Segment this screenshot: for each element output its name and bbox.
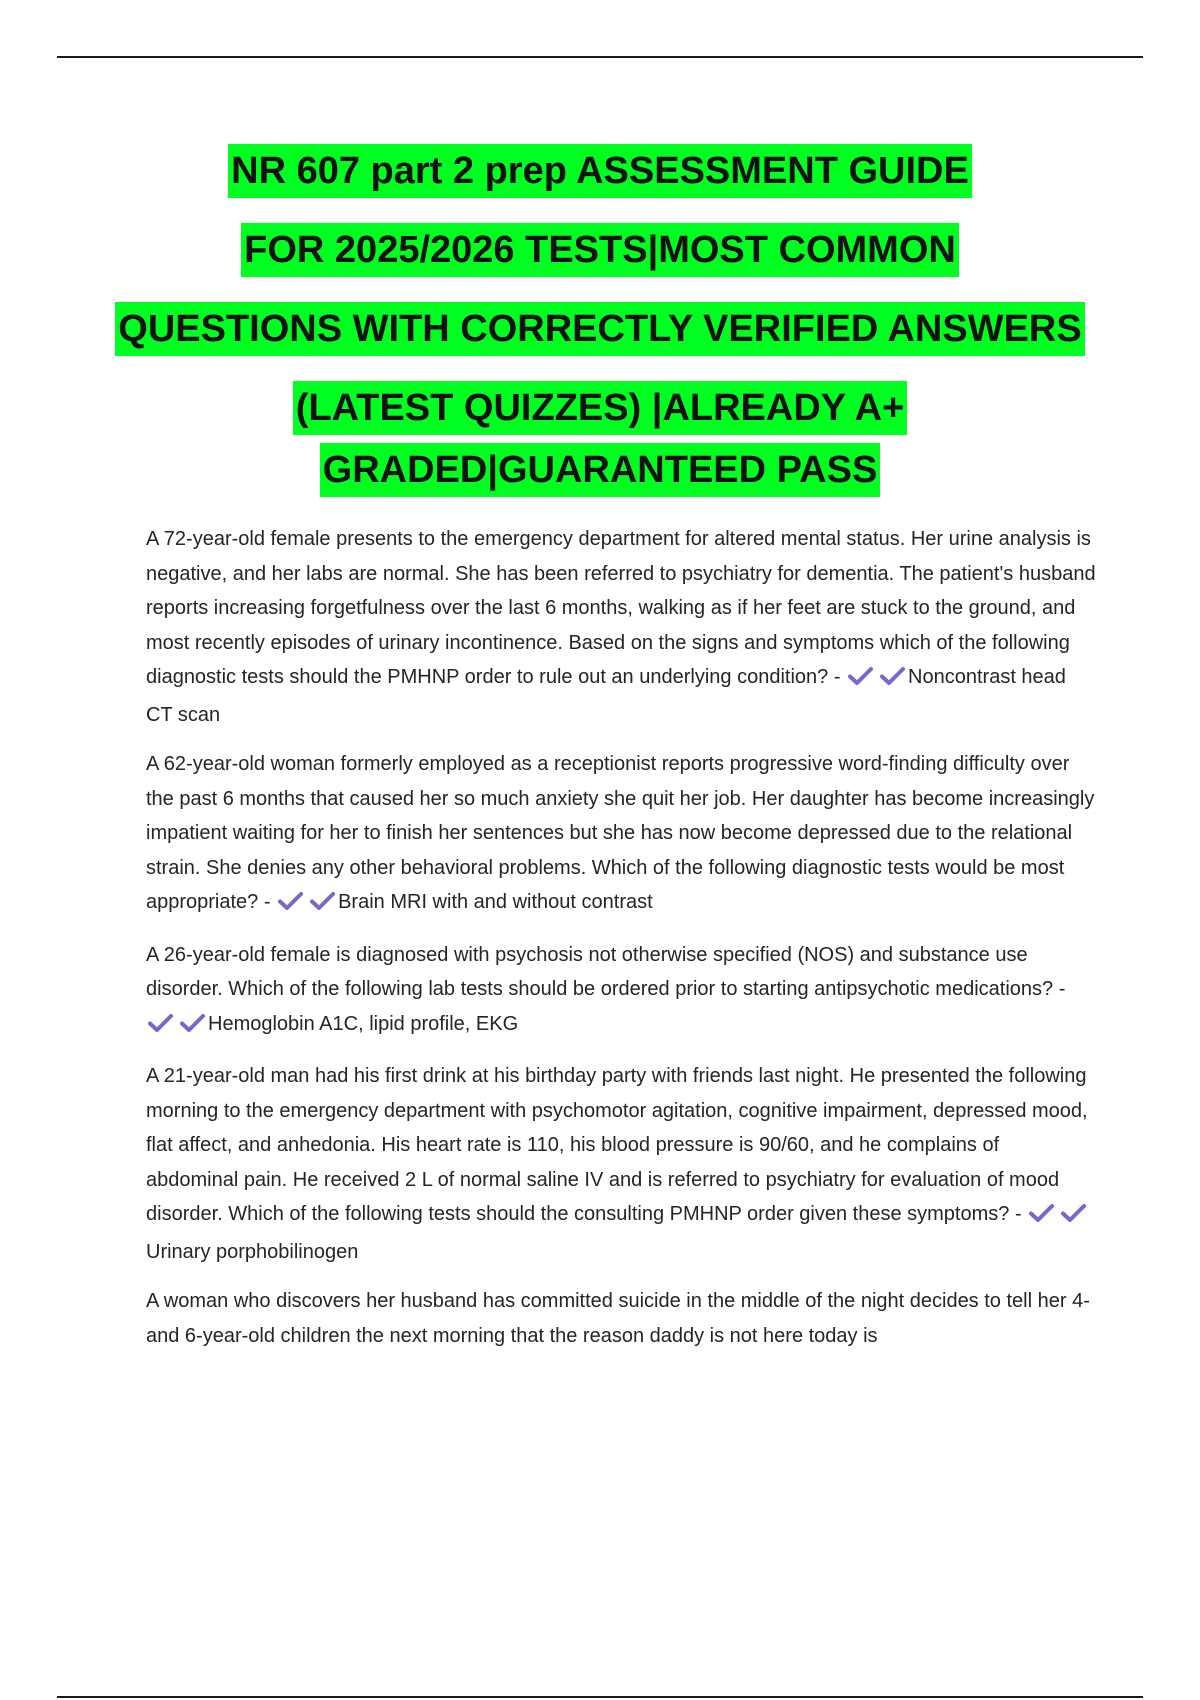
answer-text: Noncontrast head CT scan	[146, 666, 1066, 726]
double-check-icon	[848, 663, 906, 698]
double-check-icon	[1029, 1200, 1087, 1235]
question-text: A 62-year-old woman formerly employed as a receptionist reports progressive word-finding difficulty over the past 6 months that caused her so much anxiety she quit her job. Her daughter has become increasingly impatient waiting for her to finish her sentences but she has now become depressed due to the relational strain. She denies any other behavioral problems. Which of the following diagnostic tests would be most appropriate? -	[146, 753, 1095, 913]
qa-item	[146, 938, 1096, 1045]
title-line: NR 607 part 2 prep ASSESSMENT GUIDE	[228, 144, 972, 198]
qa-item	[146, 747, 1096, 923]
check-icon	[148, 1013, 173, 1033]
title-line: FOR 2025/2026 TESTS|MOST COMMON	[241, 223, 959, 277]
question-text: A woman who discovers her husband has committed suicide in the middle of the night decides to tell her 4- and 6-year-old children the next morning that the reason daddy is not here today is	[146, 1290, 1090, 1347]
check-icon	[880, 666, 905, 686]
check-icon	[180, 1013, 205, 1033]
double-check-icon	[148, 1010, 206, 1045]
answer-text: Urinary porphobilinogen	[146, 1240, 359, 1263]
check-icon	[1061, 1203, 1086, 1223]
question-list	[146, 522, 1096, 1368]
check-icon	[848, 666, 873, 686]
title-line: QUESTIONS WITH CORRECTLY VERIFIED ANSWERS	[115, 302, 1084, 356]
title-line: GRADED|GUARANTEED PASS	[320, 443, 881, 497]
answer-text: Brain MRI with and without contrast	[338, 891, 653, 913]
qa-item	[146, 522, 1096, 732]
question-text: A 21-year-old man had his first drink at his birthday party with friends last night. He presented the following morning to the emergency department with psychomotor agitation, cognitive impairment, depressed mood, flat affect, and anhedonia. His heart rate is 110, his blood pressure is 90/60, and he complains of abdominal pain. He received 2 L of normal saline IV and is referred to psychiatry for evaluation of mood disorder. Which of the following tests should the consulting PMHNP order given these symptoms? -	[146, 1065, 1088, 1225]
question-text: A 26-year-old female is diagnosed with psychosis not otherwise specified (NOS) and substance use disorder. Which of the following lab tests should be ordered prior to starting antipsychotic medications? -	[146, 943, 1066, 1000]
double-check-icon	[278, 888, 336, 923]
qa-item-partial	[146, 1284, 1096, 1353]
question-text: A 72-year-old female presents to the emergency department for altered mental status. Her urine analysis is negative, and her labs are normal. She has been referred to psychiatry for dementia. The patient's husband reports increasing forgetfulness over the last 6 months, walking as if her feet are stuck to the ground, and most recently episodes of urinary incontinence. Based on the signs and symptoms which of the following diagnostic tests should the PMHNP order to rule out an underlying condition? -	[146, 528, 1096, 688]
document-title	[60, 144, 1140, 497]
check-icon	[310, 891, 335, 911]
answer-text: Hemoglobin A1C, lipid profile, EKG	[208, 1012, 519, 1035]
qa-item	[146, 1059, 1096, 1269]
check-icon	[1029, 1203, 1054, 1223]
title-line: (LATEST QUIZZES) |ALREADY A+	[293, 381, 907, 435]
check-icon	[278, 891, 303, 911]
header-rule	[57, 56, 1143, 58]
footer-rule	[57, 1696, 1143, 1698]
